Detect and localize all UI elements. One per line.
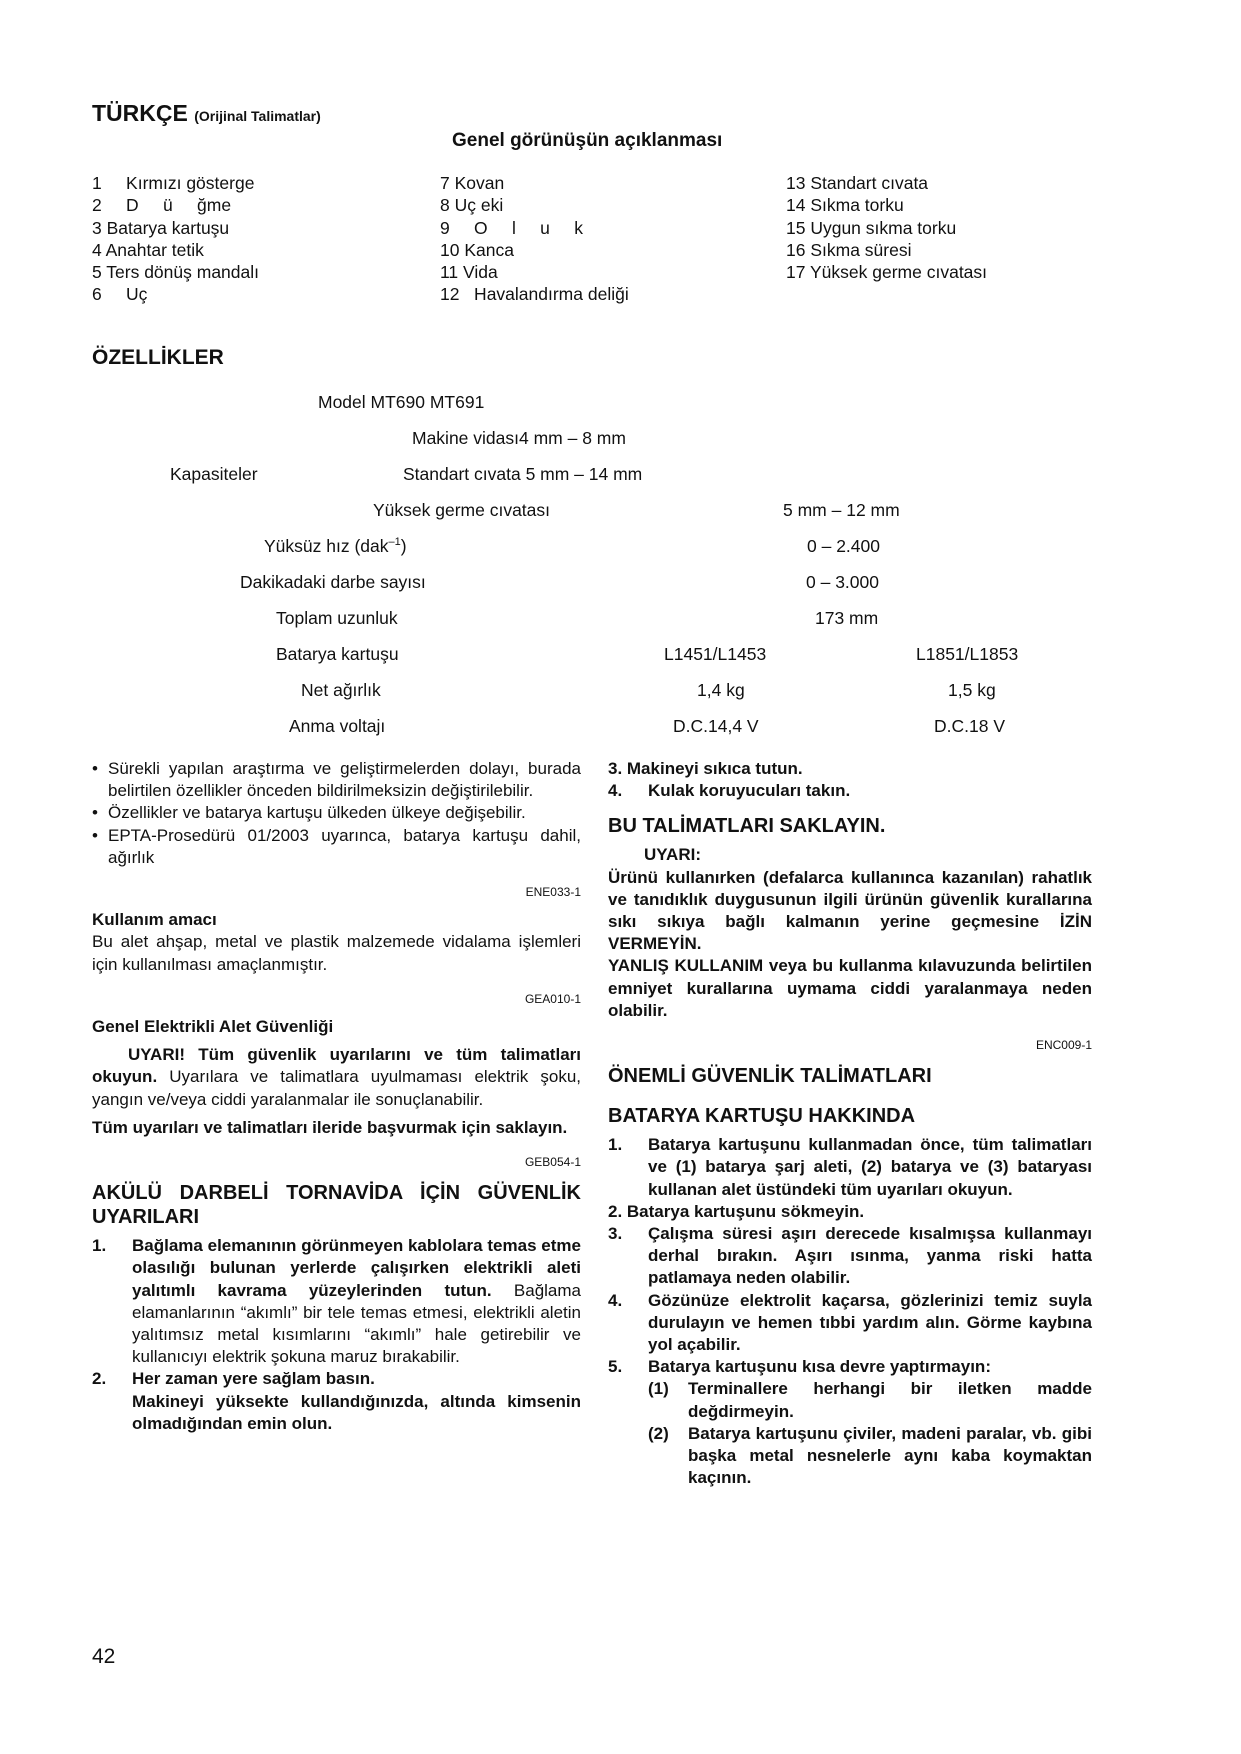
- doc-code: ENC009-1: [1035, 1038, 1092, 1053]
- page-number: 42: [92, 1645, 116, 1668]
- part-item: 12 Havalandırma deliği: [440, 284, 629, 305]
- doc-code: ENE033-1: [525, 885, 581, 900]
- spec-voltage-value-2: D.C.18 V: [934, 716, 1005, 736]
- spec-no-load-speed-close: ): [400, 536, 407, 556]
- spec-no-load-speed-sup: –1: [388, 536, 401, 549]
- intended-use-text: Bu alet ahşap, metal ve plastik malzemede vidalama işlemleri için kullanılması amaçlanmıştır.: [92, 932, 581, 974]
- spec-weight-label: Net ağırlık: [301, 680, 381, 700]
- impact-safety-heading: AKÜLÜ DARBELİ TORNAVİDA İÇİN GÜVENLİK UYARILARI: [92, 1182, 581, 1229]
- doc-code: GEB054-1: [524, 1155, 581, 1170]
- part-item: 17 Yüksek germe cıvatası: [786, 262, 988, 283]
- part-item: 8 Uç eki: [440, 195, 504, 216]
- language-title: TÜRKÇE: [92, 100, 188, 126]
- spec-standard-bolt: Standart cıvata 5 mm – 14 mm: [403, 464, 643, 484]
- spec-high-tensile-value: 5 mm – 12 mm: [783, 500, 900, 520]
- right-column: [608, 758, 1092, 1489]
- spec-length-value: 173 mm: [815, 608, 879, 628]
- spec-note-bullet: • Sürekli yapılan araştırma ve geliştirmelerden dolayı, burada belirtilen özellikler önceden bildirilmeksizin değiştirilebilir.: [92, 758, 581, 802]
- battery-item-2: 2. Batarya kartuşunu sökmeyin.: [608, 1201, 865, 1221]
- language-note: (Orijinal Talimatlar): [194, 108, 321, 124]
- bullet-icon: •: [92, 825, 98, 845]
- spec-note-bullet: • Özellikler ve batarya kartuşu ülkeden ülkeye değişebilir.: [92, 802, 581, 824]
- part-item: 2 D ü ğme: [92, 195, 232, 216]
- battery-item-1: 1. Batarya kartuşunu kullanmadan önce, tüm talimatları ve (1) batarya şarj aleti, (2) batarya ve (3) bataryası kullanan alet üstündeki tüm uyarıları okuyun.: [608, 1135, 1092, 1199]
- safety-item-1: 1. Bağlama elemanının görünmeyen kablolara temas etme olasılığı bulunan yerlerde çalışırken elektrikli aleti yalıtımlı kavrama yüzeylerinden tutun. Bağlama elamanlarının “akımlı” bir tele temas etmesi, elektrikli aletin yalıtımsız metal kısımlarını “akımlı” hale getirebilir ve kullanıcıyı elektrik şokuna maruz bırakabilir.: [92, 1236, 581, 1367]
- battery-item-5-1: (1) Terminallere herhangi bir iletken madde değdirmeyin.: [648, 1379, 1092, 1421]
- general-safety-warning: UYARI! Tüm güvenlik uyarılarını ve tüm talimatları okuyun. Uyarılara ve talimatlara uyulmaması elektrik şoku, yangın ve/veya ciddi yaralanmalar ile sonuçlanabilir.: [92, 1045, 581, 1109]
- battery-item-4: 4. Gözünüze elektrolit kaçarsa, gözlerinizi temiz suyla durulayın ve hemen tıbbi yardım alın. Görme kaybına yol açabilir.: [608, 1290, 1092, 1355]
- part-item: 1 Kırmızı gösterge: [92, 173, 255, 193]
- battery-item-5-2: (2) Batarya kartuşunu çiviler, madeni paralar, vb. gibi başka metal nesnelerle aynı kaba koymaktan kaçının.: [648, 1423, 1092, 1488]
- part-item: 5 Ters dönüş mandalı: [92, 262, 260, 283]
- bullet-icon: •: [92, 803, 98, 823]
- battery-heading: BATARYA KARTUŞU HAKKINDA: [608, 1105, 916, 1128]
- warning-label: UYARI:: [644, 845, 701, 865]
- part-item: 4 Anahtar tetik: [92, 239, 204, 260]
- parts-column-2: [440, 172, 629, 306]
- save-all-warnings: Tüm uyarıları ve talimatları ileride başvurmak için saklayın.: [92, 1117, 568, 1137]
- part-item: 11 Vida: [440, 262, 498, 283]
- battery-item-3: 3. Çalışma süresi aşırı derecede kısalmışsa kullanmayı derhal bırakın. Aşırı ısınma, yanma riski hatta patlamaya neden olabilir.: [608, 1224, 1092, 1288]
- spec-impacts-label: Dakikadaki darbe sayısı: [240, 572, 426, 592]
- safety-item-4: 4. Kulak koruyucuları takın.: [608, 781, 851, 801]
- battery-item-5: 5. Batarya kartuşunu kısa devre yaptırmayın:: [608, 1357, 991, 1377]
- spec-model-row: Model MT690 MT691: [318, 392, 485, 412]
- spec-voltage-label: Anma voltajı: [289, 716, 386, 736]
- spec-battery-value-1: L1451/L1453: [664, 644, 767, 664]
- part-item: 14 Sıkma torku: [786, 195, 904, 216]
- spec-no-load-speed-text: Yüksüz hız (dak: [264, 536, 389, 556]
- spec-capacities-label: Kapasiteler: [170, 464, 258, 484]
- spec-impacts-value: 0 – 3.000: [806, 572, 879, 592]
- part-item: 10 Kanca: [440, 239, 514, 260]
- spec-weight-value-2: 1,5 kg: [948, 680, 996, 700]
- part-item: 7 Kovan: [440, 173, 505, 193]
- spec-machine-screw: Makine vidası4 mm – 8 mm: [412, 428, 626, 448]
- part-item: 6 Uç: [92, 284, 148, 305]
- part-item: 13 Standart cıvata: [786, 173, 929, 193]
- save-instructions-heading: BU TALİMATLARI SAKLAYIN.: [608, 815, 886, 838]
- doc-code: GEA010-1: [524, 991, 581, 1006]
- left-column: [92, 758, 581, 1435]
- spec-note-bullet: • EPTA-Prosedürü 01/2003 uyarınca, batarya kartuşu dahil, ağırlık: [92, 825, 581, 869]
- spec-high-tensile-label: Yüksek germe cıvatası: [373, 500, 551, 520]
- bullet-icon: •: [92, 759, 98, 778]
- part-item: 15 Uygun sıkma torku: [786, 217, 957, 238]
- part-item: 3 Batarya kartuşu: [92, 217, 230, 238]
- language-heading: [92, 100, 321, 127]
- safety-item-2: 2. Her zaman yere sağlam basın. Makineyi yüksekte kullandığınızda, altında kimsenin olmadığından emin olun.: [92, 1369, 581, 1433]
- warning-paragraph-2: YANLIŞ KULLANIM veya bu kullanma kılavuzunda belirtilen emniyet kurallarına uymama ciddi yaralanmaya neden olabilir.: [608, 956, 1092, 1020]
- safety-item-3: 3. Makineyi sıkıca tutun.: [608, 759, 803, 778]
- important-safety-heading: ÖNEMLİ GÜVENLİK TALİMATLARI: [608, 1065, 932, 1088]
- spec-battery-label: Batarya kartuşu: [276, 644, 399, 664]
- warning-paragraph-1: Ürünü kullanırken (defalarca kullanınca kazanılan) rahatlık ve tanıdıklık duygusunun ilgili ürünün güvenlik kurallarına sıkı sıkıya bağlı kalmanın yerine geçmesine İZİN VERMEYİN.: [608, 867, 1092, 954]
- spec-no-load-speed-label: [264, 536, 407, 557]
- parts-column-3: [786, 172, 987, 283]
- spec-battery-value-2: L1851/L1853: [916, 644, 1019, 664]
- general-safety-title: Genel Elektrikli Alet Güvenliği: [92, 1017, 334, 1037]
- spec-no-load-speed-value: 0 – 2.400: [807, 536, 880, 556]
- spec-length-label: Toplam uzunluk: [276, 608, 398, 628]
- spec-weight-value-1: 1,4 kg: [697, 680, 745, 700]
- specifications-heading: ÖZELLİKLER: [92, 346, 224, 369]
- part-item: 16 Sıkma süresi: [786, 239, 912, 260]
- part-item: 9 O l u k: [440, 217, 583, 238]
- general-view-title: Genel görünüşün açıklanması: [452, 130, 723, 151]
- spec-voltage-value-1: D.C.14,4 V: [673, 716, 759, 736]
- intended-use-title: Kullanım amacı: [92, 910, 217, 930]
- parts-column-1: [92, 172, 259, 306]
